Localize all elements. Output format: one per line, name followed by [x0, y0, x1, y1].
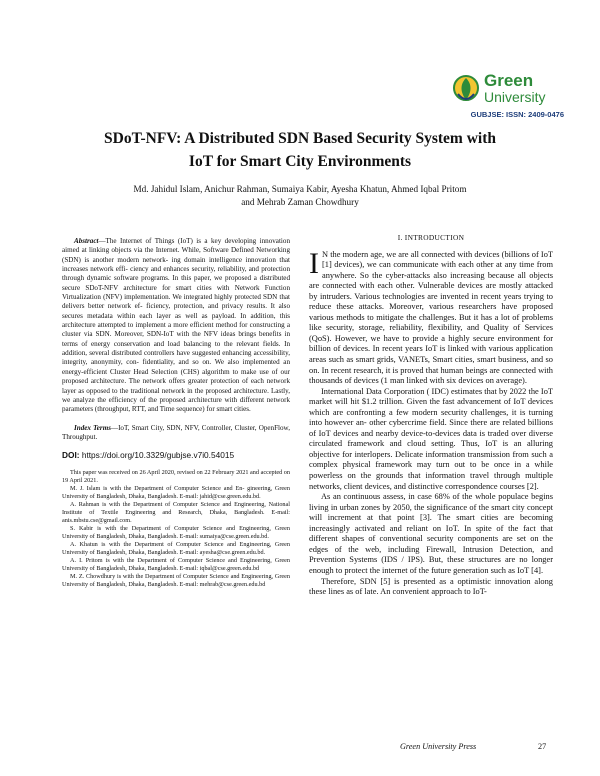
note-author-4: A. Khatun is with the Department of Computer Science and Engineering, Green University of Bangladesh, Dhaka, Bangladesh. E-mail: ayesha@cse.green.edu.bd.	[62, 540, 290, 557]
title-line-1: SDoT-NFV: A Distributed SDN Based Security System with	[104, 130, 496, 147]
intro-paragraph-1-text: N the modern age, we are all connected with devices (billions of IoT [1] devices), we can communicate with each other at any time from anywhere. So the cyber-attacks also increasing because all objects are connected with each other. Vulnerable devices are mostly attacked by intruders. Various technologies are invented in recent years trying to reduce these attacks. Moreover, various researchers have proposed various methods to mitigate the challenges. But it has a lot of problems like security, storage, reliability, flexibility, and Quality of Services (QoS). However, we have to provide a highly secure environment for billion of devices. In recent years IoT is linked with various application areas such as smart grids, VANETs, Smart cities, smart business, and so on. In recent research, it is proved that human beings are connected with thousands of devices (1 man linked with six devices on average).	[309, 249, 553, 386]
index-terms	[62, 424, 290, 443]
note-author-5: A. I. Pritom is with the Department of Computer Science and Engineering, Green University of Bangladesh, Dhaka, Bangladesh. E-mail: iqbal@cse.green.edu.bd	[62, 557, 290, 573]
page-number: 27	[538, 742, 547, 751]
intro-paragraph-2: International Data Corporation ( IDC) estimates that by 2022 the IoT market will hit $1.2 trillion. Given the fast advancement of IoT devices which are confronting a few modern security challenges, it is turning into however an- other cybercrime field. Since there are related billions of IoT devices and nearby device-to-devices data is traded over diverse circulated framework and cloud setting. Thus, IoT is an alluring objective for interlopers. Delicate information transmission from such a complex physical framework may turn out to be once in a while powerless on the grounds that information travel through multiple networks, client devices, and distinctive correspondence courses [2].	[309, 386, 553, 491]
drop-cap: I	[309, 246, 319, 280]
abstract	[62, 237, 290, 415]
university-logo	[452, 70, 562, 112]
intro-paragraph-4: Therefore, SDN [5] is presented as a optimistic innovation along these lines as of late. An convenient approach to IoT-	[309, 576, 553, 597]
authors-line-1: Md. Jahidul Islam, Anichur Rahman, Sumaiya Kabir, Ayesha Khatun, Ahmed Iqbal Pritom	[133, 184, 467, 194]
left-column	[62, 237, 290, 589]
note-received: This paper was received on 26 April 2020, revised on 22 February 2021 and accepted on 19 April 2021.	[62, 468, 290, 484]
section-heading-introduction: I. INTRODUCTION	[397, 233, 465, 242]
footer-publisher: Green University Press	[400, 742, 477, 751]
journal-issn: GUBJSE: ISSN: 2409-0476	[470, 110, 564, 119]
abstract-text: —The Internet of Things (IoT) is a key developing innovation aimed at linking objects via the Internet. While, Software Defined Networking (SDN) is another modern network- ing domain intelligence innovation that increases network effi- ciency and enhances security, reliability, and protection through dynamic software programs. In this paper, we proposed a distributed secure SDoT-NFV architecture for smart cities with Network Function Virtualization (NFV) implementation. We integrated highly protected SDN that delivers better network ef- ficiency, protection, and privacy results. It also secures metadata within each layer as well as payload. In addition, this architecture attempted to implement a more efficient method for constructing a cluster via SDN. Moreover, SDN-IoT with the NFV ideas brings benefits in terms of energy conservation and load balancing to the relevant fields. In addition, several distributed controllers have suggested enhancing accessibility, integrity, anonymity, con- fidentiality, and so on. We also implemented an energy-efficient Cluster Head Selection (CHS) algorithm to make use of our proposed architecture. The network offers greater protection of each network layer as opposed to the traditional network in the proposed architecture. Lastly, we analyze the efficiency of the proposed architecture with different network parameters (throughput, RTT, and Time sequence) for smart cities.	[62, 237, 290, 414]
index-terms-text: —IoT, Smart City, SDN, NFV, Controller, Cluster, OpenFlow, Throughput.	[62, 423, 290, 441]
logo-word-university: University	[484, 89, 546, 105]
right-column	[309, 233, 553, 598]
note-author-3: S. Kabir is with the Department of Computer Science and Engineering, Green University of Bangladesh, Dhaka, Bangladesh. E-mail: sumaiya@cse.green.edu.bd.	[62, 524, 290, 540]
doi	[62, 451, 290, 460]
note-author-1: M. J. Islam is with the Department of Computer Science and En- gineering, Green University of Bangladesh, Dhaka, Bangladesh. E-mail: jahid@cse.green.edu.bd.	[62, 484, 290, 500]
note-author-6: M. Z. Chowdhury is with the Department of Computer Science and Engineering, Green University of Bangladesh, Dhaka, Bangladesh. E-mail: mehrab@cse.green.edu.bd	[62, 573, 290, 589]
note-author-2: A. Rahman is with the Department of Computer Science and Engineering, National Institute of Textile Engineering and Research, Dhaka, Bangladesh. E-mail: anis.mbstu.cse@gmail.com.	[62, 500, 290, 524]
abstract-label: Abstract	[74, 237, 99, 245]
intro-paragraph-3: As an continuous assess, in case 68% of the whole populace begins living in urban zones by 2050, the significance of the smart city concept will increment at that point [3]. The smart cities are becoming increasingly activated and reliant on IoT. In spite of the fact that different shapes of conventional security components are set on the edges of the web, including Firewall, Intrusion Detection, and Prevention Systems (IDS / IPS). But, these structures are no longer enough to protect the internet of the future generation such as IoT [4].	[309, 492, 553, 575]
intro-paragraph-1	[309, 246, 553, 387]
doi-label: DOI:	[62, 450, 80, 461]
author-list	[60, 183, 540, 209]
index-terms-label: Index Terms	[74, 423, 111, 432]
university-logo-icon	[452, 74, 480, 106]
author-notes	[62, 469, 290, 590]
title-line-2: IoT for Smart City Environments	[188, 153, 412, 170]
logo-word-green: Green	[484, 71, 534, 90]
paper-title	[40, 127, 560, 173]
authors-line-2: and Mehrab Zaman Chowdhury	[241, 197, 359, 207]
doi-link[interactable]: https://doi.org/10.3329/gubjse.v7i0.54015	[81, 450, 235, 461]
